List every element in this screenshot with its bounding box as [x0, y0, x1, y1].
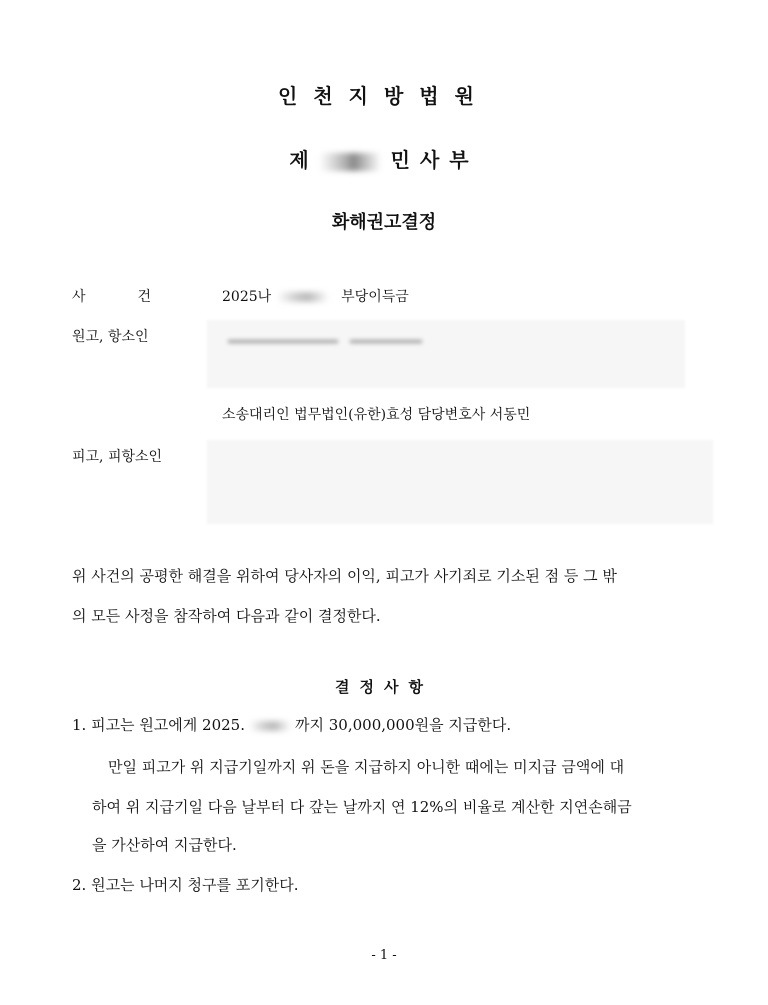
division-prefix: 제 — [289, 148, 309, 172]
redacted-text-line — [228, 340, 338, 343]
division-suffix: 민사부 — [390, 148, 479, 172]
redacted-date — [249, 721, 291, 731]
intro-paragraph — [72, 556, 712, 636]
item1-detail-line-3: 을 가산하여 지급한다. — [92, 836, 237, 854]
intro-line-2: 의 모든 사정을 참작하여 다음과 같이 결정한다. — [72, 607, 381, 625]
court-name: 인천지방법원 — [278, 84, 490, 108]
page-number: - 1 - — [371, 948, 397, 963]
case-label-text: 사건 — [72, 289, 204, 305]
decision-item-2: 2. 원고는 나머지 청구를 포기한다. — [72, 876, 299, 894]
decision-heading: 결정사항 — [335, 678, 433, 696]
item1-detail-line-2: 하여 위 지급기일 다음 날부터 다 갚는 날까지 연 12%의 비율로 계산한 지연손해금 — [92, 798, 632, 816]
item1-detail-line-1: 만일 피고가 위 지급기일까지 위 돈을 지급하지 아니한 때에는 미지급 금액에 대 — [108, 758, 625, 776]
redacted-text-line — [350, 340, 422, 343]
intro-line-1: 위 사건의 공평한 해결을 위하여 당사자의 이익, 피고가 사기죄로 기소된 점 등 그 밖 — [72, 567, 617, 585]
item1-prefix: 1. 피고는 원고에게 2025. — [72, 716, 245, 734]
defendant-label: 피고, 피항소인 — [72, 449, 163, 465]
item1-suffix: 까지 30,000,000원을 지급한다. — [295, 716, 512, 734]
decision-item-1 — [72, 714, 511, 735]
case-label — [72, 286, 203, 306]
redacted-defendant-info — [207, 440, 713, 524]
case-number: 2025나 — [222, 289, 272, 305]
case-name: 부당이득금 — [341, 289, 409, 305]
redacted-division-number — [319, 153, 381, 171]
plaintiff-representative: 소송대리인 법무법인(유한)효성 담당변호사 서동민 — [222, 407, 531, 423]
case-info — [222, 286, 409, 306]
division-name — [0, 144, 768, 173]
document-title: 화해권고결정 — [331, 212, 437, 233]
redacted-plaintiff-info — [207, 320, 685, 388]
redacted-case-number — [277, 292, 329, 302]
plaintiff-label: 원고, 항소인 — [72, 329, 149, 345]
